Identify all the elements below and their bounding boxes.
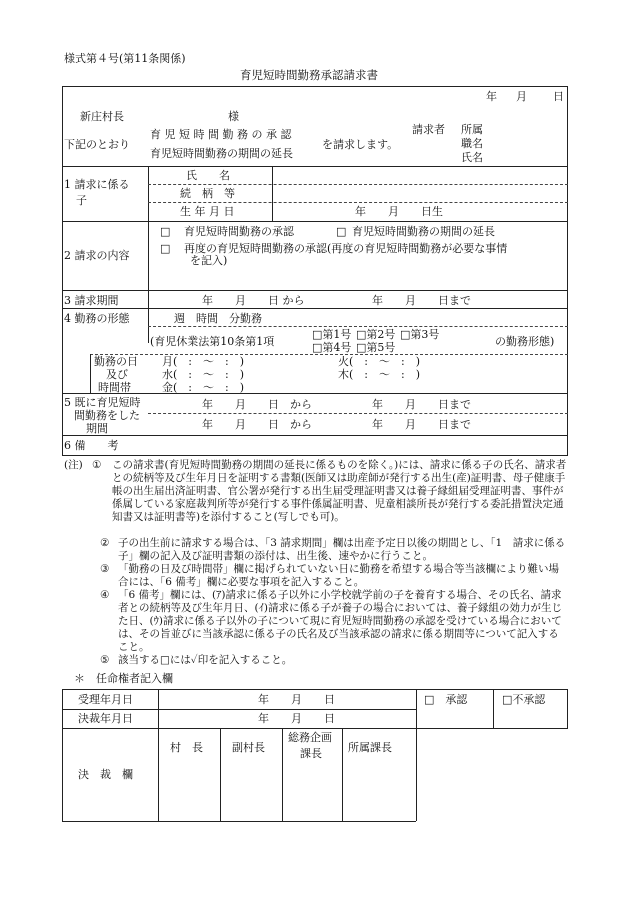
request-tail: を請求します。 [322, 138, 399, 151]
schedule-label-line1: 勤務の日 [94, 355, 138, 368]
section3-label: 3 請求期間 [64, 294, 119, 307]
requester-affiliation-label: 所属 [461, 123, 483, 136]
content-option-extend[interactable]: 育児短時間勤務の期間の延長 [352, 225, 495, 238]
notes-prefix: (注) [64, 459, 83, 471]
role-mayor: 村 長 [170, 741, 203, 754]
received-date-label: 受理年月日 [78, 693, 133, 706]
schedule-monday: 月( : 〜 : ) [162, 355, 244, 368]
child-dob-value: 年 月 日生 [355, 205, 443, 218]
date-day: 日 [553, 90, 564, 103]
request-period-to: 年 月 日まで [372, 294, 471, 307]
decision-date-label: 決裁年月日 [78, 712, 133, 725]
role-general-affairs-chief: 課長 [300, 747, 322, 760]
form-type-item-5[interactable]: □第5号 [356, 341, 396, 354]
section1-label-child: 子 [76, 194, 87, 207]
note-5: 該当する□には✓印を記入すること。 [118, 654, 293, 666]
section5-label-line3: 期間 [86, 422, 108, 435]
note-5-number: ⑤ [100, 654, 110, 666]
form-type-item-4[interactable]: □第4号 [312, 341, 352, 354]
child-relation-label: 続 柄 等 [180, 187, 235, 200]
law-reference: (育児休業法第10条第1項 [150, 335, 275, 348]
date-month: 月 [516, 90, 527, 103]
requester-title-label: 職名 [461, 137, 483, 150]
decision-date-value: 年 月 日 [258, 712, 335, 725]
schedule-tuesday: 火( : 〜 : ) [338, 355, 420, 368]
content-option-approve[interactable]: 育児短時間勤務の承認 [184, 225, 294, 238]
schedule-friday: 金( : 〜 : ) [162, 381, 244, 394]
schedule-label-line2: 及び [106, 368, 128, 381]
past-period-1-to: 年 月 日まで [372, 398, 471, 411]
form-type-suffix: の勤務形態) [495, 335, 555, 348]
form-type-item-3[interactable]: □第3号 [400, 328, 440, 341]
request-option-extension: 育児短時間勤務の期間の延長 [150, 147, 293, 160]
form-title: 育児短時間勤務承認請求書 [240, 68, 378, 82]
section5-label-line1: 5 既に育児短時 [64, 396, 141, 409]
role-deputy-mayor: 副村長 [232, 741, 265, 754]
content-option-again-cont: を記入) [190, 254, 228, 267]
note-1-number: ① [92, 459, 102, 471]
request-option-approval: 育 児 短 時 間 勤 務 の 承 認 [150, 128, 292, 141]
request-period-from: 年 月 日 から [202, 294, 305, 307]
form-type-item-1[interactable]: □第1号 [312, 328, 352, 341]
schedule-label-line3: 時間帯 [98, 381, 131, 394]
form-type-item-2[interactable]: □第2号 [356, 328, 396, 341]
requester-label: 請求者 [412, 123, 445, 136]
schedule-wednesday: 水( : 〜 : ) [162, 368, 244, 381]
date-year: 年 [486, 90, 497, 103]
section1-label: 1 請求に係る [64, 178, 130, 191]
section5-label-line2: 間勤務をした [74, 409, 140, 422]
content-option-again[interactable]: 再度の育児短時間勤務の承認(再度の育児短時間勤務が必要な事情 [184, 242, 508, 255]
note-3: 「勤務の日及び時間帯」欄に掲げられていない日に勤務を希望する場合等当該欄により難い場合には、「6 備考」欄に必要な事項を記入すること。 [118, 563, 559, 588]
note-2: 子の出生前に請求する場合は、「3 請求期間」欄は出産予定日以後の期間とし、「1 請求に係る子」欄の記入及び証明書類の添付は、出生後、速やかに行うこと。 [118, 537, 566, 562]
received-date-value: 年 月 日 [258, 693, 335, 706]
request-lead: 下記のとおり [64, 138, 130, 151]
schedule-thursday: 木( : 〜 : ) [338, 368, 420, 381]
past-period-2-from: 年 月 日 から [202, 418, 312, 431]
role-department-chief: 所属課長 [348, 741, 392, 754]
child-dob-label: 生 年 月 日 [180, 205, 235, 218]
note-2-number: ② [100, 537, 110, 549]
form-number-label: 様式第４号(第11条関係) [64, 52, 186, 65]
approval-section-label: 決 裁 欄 [78, 768, 133, 781]
child-name-label: 氏 名 [186, 169, 230, 182]
addressee-name: 新庄村長 [80, 110, 124, 123]
addressee-honorific: 様 [228, 110, 239, 123]
role-general-affairs: 総務企画 [288, 731, 332, 744]
reject-checkbox[interactable]: □不承認 [502, 693, 546, 706]
section4-label: 4 勤務の形態 [64, 312, 130, 325]
note-1: この請求書(育児短時間勤務の期間の延長に係るものを除く。)には、請求に係る子の氏名、請求者との続柄等及び生年月日を証明する書類(医師又は助産師が発行する出生(産)証明書、母子健康手帳の出生届出済証明書、官公署が発行する出生届受理証明書又は養子縁組届受理証明書、事件が係属している家庭裁判所等が発行する事件係属証明書、児童相談所長が発行する委託措置決定通知書又は証明書等)を添付すること(写しでも可)。 [112, 459, 567, 523]
note-4: 「6 備考」欄には、(ｱ)請求に係る子以外に小学校就学前の子を養育する場合、その氏名、請求者との続柄等及び生年月日、(ｲ)請求に係る子が養子の場合においては、養子縁組の効力が生じた日、(ｳ)請求に係る子以外の子について現に育児短時間勤務の承認を受けている場合においては、その旨並びに当該承認に係る子の氏名及び当該承認の請求に係る期間等について記入すること。 [118, 589, 562, 653]
approve-checkbox[interactable]: □ 承認 [424, 693, 468, 706]
requester-name-label: 氏名 [461, 151, 483, 164]
note-4-number: ④ [100, 589, 110, 601]
past-period-1-from: 年 月 日 から [202, 398, 312, 411]
past-period-2-to: 年 月 日まで [372, 418, 471, 431]
note-3-number: ③ [100, 563, 110, 575]
authority-title: ＊ 任命権者記入欄 [74, 672, 173, 685]
weekly-hours: 週 時間 分勤務 [174, 312, 262, 325]
section6-label: 6 備 考 [64, 439, 119, 452]
section2-label: 2 請求の内容 [64, 249, 130, 262]
